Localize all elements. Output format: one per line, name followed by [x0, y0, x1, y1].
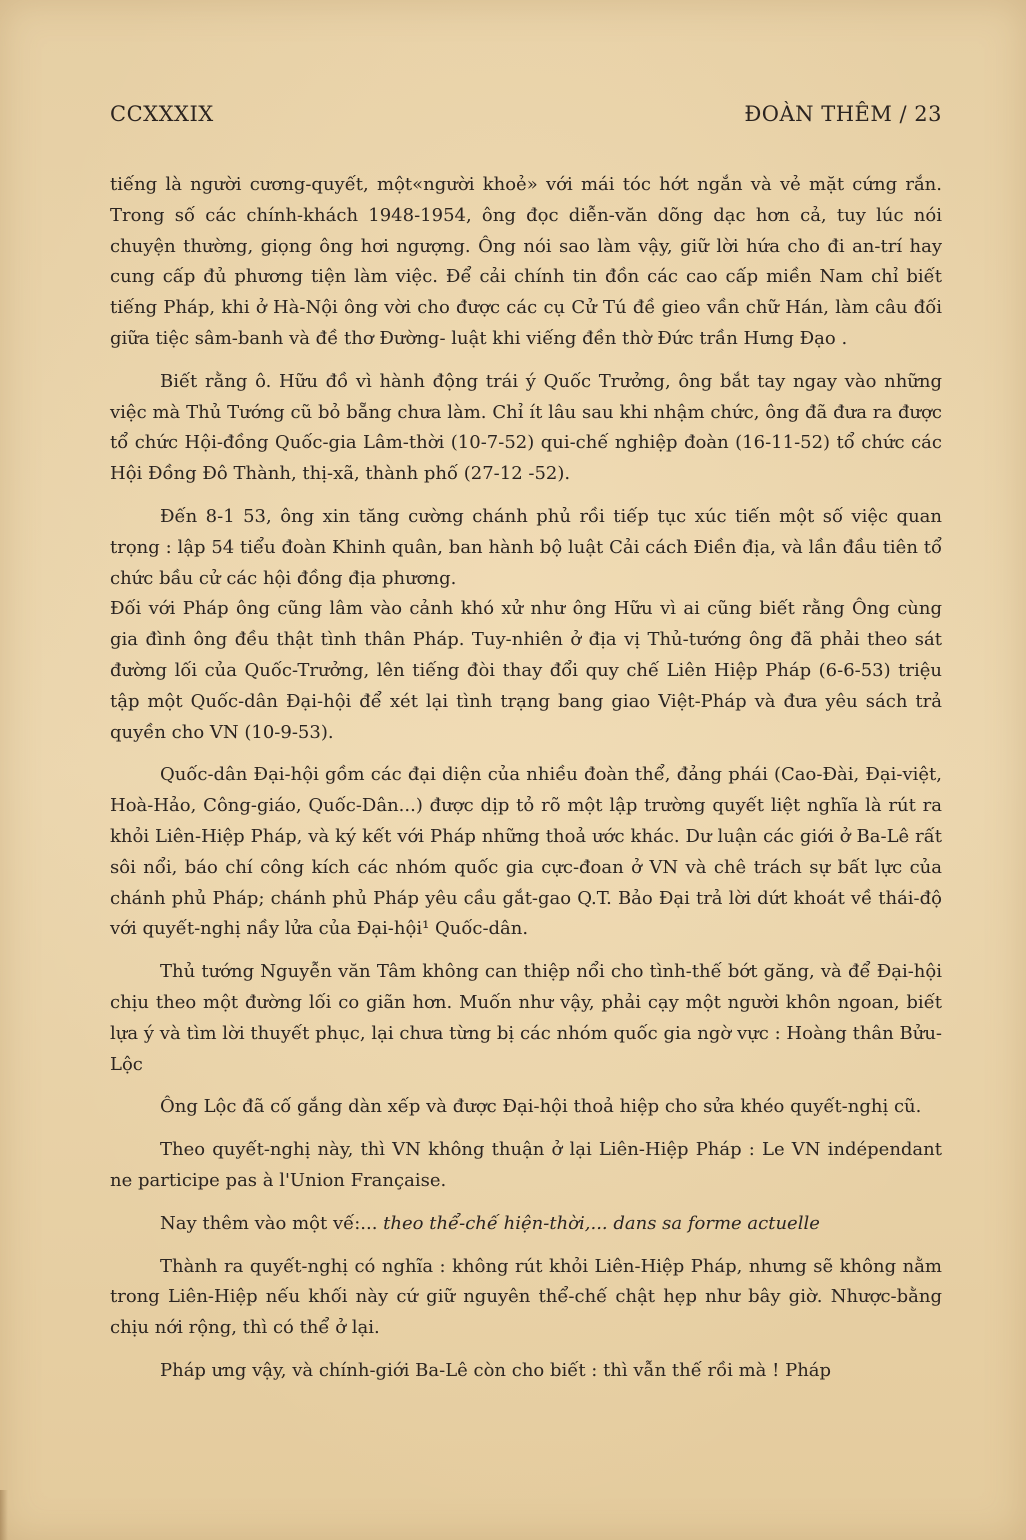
page-header — [110, 102, 942, 136]
added-clause-emphasis: theo thể-chế hiện-thời,... dans sa forme actuelle — [383, 1212, 820, 1234]
paragraph: Thủ tướng Nguyễn văn Tâm không can thiệp nổi cho tình-thế bớt găng, và để Đại-hội chịu theo một đường lối co giãn hơn. Muốn như vậy, phải cạy một người khôn ngoan, biết lựa ý và tìm lời thuyết phục, lại chưa từng bị các nhóm quốc gia ngờ vực : Hoàng thân Bửu-Lộc — [110, 961, 942, 1075]
paragraph: Đến 8-1 53, ông xin tăng cường chánh phủ rồi tiếp tục xúc tiến một số việc quan trọng : lập 54 tiểu đoàn Khinh quân, ban hành bộ luật Cải cách Điền địa, và lần đầu tiên tổ chức bầu cử các hội đồng địa phương. — [110, 505, 942, 589]
page-edge-shadow — [0, 1490, 8, 1540]
paragraph: Ông Lộc đã cố gắng dàn xếp và được Đại-hội thoả hiệp cho sửa khéo quyết-nghị cũ. — [160, 1096, 922, 1118]
paragraph: tiếng là người cương-quyết, một«người khoẻ» với mái tóc hớt ngắn và vẻ mặt cứng rắn. Trong số các chính-khách 1948-1954, ông đọc diễn-văn dõng dạc hơn cả, tuy lúc nói chuyện thường, giọng ông hơi ngượng. Ông nói sao làm vậy, giữ lời hứa cho đi an-trí hay cung cấp đủ phương tiện làm việc. Để cải chính tin đồn các cao cấp miền Nam chỉ biết tiếng Pháp, khi ở Hà-Nội ông vời cho được các cụ Cử Tú đề gieo vần chữ Hán, làm câu đối giữa tiệc sâm-banh và đề thơ Đường- luật khi viếng đền thờ Đức trần Hưng Đạo . — [110, 174, 942, 349]
paragraph: Theo quyết-nghị này, thì VN không thuận ở lại Liên-Hiệp Pháp : Le VN indépendant ne participe pas à l'Union Française. — [110, 1139, 942, 1191]
paragraph: Đối với Pháp ông cũng lâm vào cảnh khó xử như ông Hữu vì ai cũng biết rằng Ông cùng gia đình ông đều thật tình thân Pháp. Tuy-nhiên ở địa vị Thủ-tướng ông đã phải theo sát đường lối của Quốc-Trưởng, lên tiếng đòi thay đổi quy chế Liên Hiệp Pháp (6-6-53) triệu tập một Quốc-dân Đại-hội để xét lại tình trạng bang giao Việt-Pháp và đưa yêu sách trả quyền cho VN (10-9-53). — [110, 598, 942, 743]
folio-number: CCXXXIX — [110, 102, 214, 126]
running-title: ĐOÀN THÊM / 23 — [744, 102, 942, 126]
added-clause-paragraph — [110, 1209, 942, 1240]
paragraph: Biết rằng ô. Hữu đồ vì hành động trái ý Quốc Trưởng, ông bắt tay ngay vào những việc mà Thủ Tướng cũ bỏ bẵng chưa làm. Chỉ ít lâu sau khi nhậm chức, ông đã đưa ra được tổ chức Hội-đồng Quốc-gia Lâm-thời (10-7-52) qui-chế nghiệp đoàn (16-11-52) tổ chức các Hội Đồng Đô Thành, thị-xã, thành phố (27-12 -52). — [110, 370, 942, 485]
paragraph: Quốc-dân Đại-hội gồm các đại diện của nhiều đoàn thể, đảng phái (Cao-Đài, Đại-việt, Hoà-Hảo, Công-giáo, Quốc-Dân...) được dịp tỏ rõ một lập trường quyết liệt nghĩa là rút ra khỏi Liên-Hiệp Pháp, và ký kết với Pháp những thoả ước khác. Dư luận các giới ở Ba-Lê rất sôi nổi, báo chí công kích các nhóm quốc gia cực-đoan ở VN và chê trách sự bất lực của chánh phủ Pháp; chánh phủ Pháp yêu cầu gắt-gao Q.T. Bảo Đại trả lời dứt khoát về thái-độ với quyết-nghị nầy lửa của Đại-hội¹ Quốc-dân. — [110, 764, 942, 940]
page-body — [110, 170, 942, 1387]
paragraph: Pháp ưng vậy, và chính-giới Ba-Lê còn cho biết : thì vẫn thế rồi mà ! Pháp — [160, 1359, 832, 1381]
paragraph: Thành ra quyết-nghị có nghĩa : không rút khỏi Liên-Hiệp Pháp, nhưng sẽ không nằm trong Liên-Hiệp nếu khối này cứ giữ nguyên thể-chế chật hẹp như bây giờ. Nhược-bằng chịu nới rộng, thì có thể ở lại. — [110, 1255, 942, 1339]
added-clause-lead: Nay thêm vào một vế:... — [160, 1212, 378, 1234]
